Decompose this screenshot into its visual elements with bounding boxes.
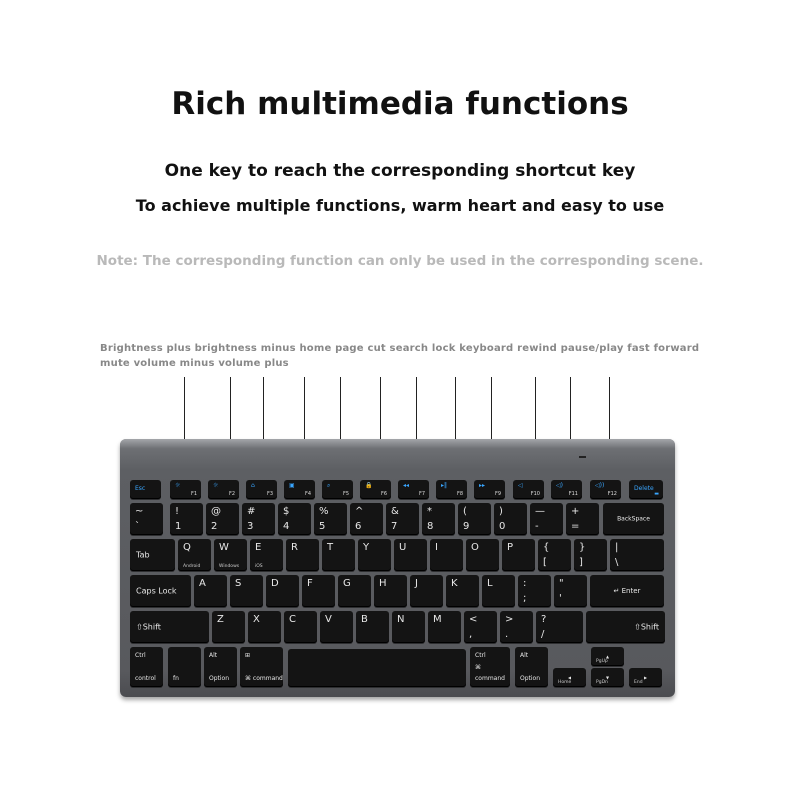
fn-row-key[interactable] — [629, 480, 663, 499]
key-bottom-label: . — [505, 629, 509, 640]
qwerty-row-key[interactable] — [250, 539, 283, 571]
key-top-label: V — [325, 614, 332, 625]
key-top-label: + — [571, 506, 580, 517]
home-row-key[interactable] — [194, 575, 227, 607]
fn-row-key[interactable] — [130, 480, 161, 499]
key-top-label: | — [615, 542, 619, 553]
key-bottom-label: 6 — [355, 521, 362, 532]
key-top-label: T — [327, 542, 334, 553]
qwerty-row-key[interactable] — [130, 539, 175, 571]
key-top-label: G — [343, 578, 351, 589]
fn-row-key[interactable] — [398, 480, 429, 499]
key-top-label: K — [451, 578, 458, 589]
key-label: ⇧Shift — [634, 622, 659, 632]
key-sublabel: F7 — [418, 491, 425, 497]
key-top-label: U — [399, 542, 407, 553]
key-top-label: C — [289, 614, 296, 625]
number-row-key[interactable] — [314, 503, 347, 535]
key-label: Delete — [634, 485, 654, 492]
qwerty-row-key[interactable] — [394, 539, 427, 571]
key-top-label: J — [415, 578, 418, 589]
number-row-key[interactable] — [242, 503, 275, 535]
key-label: ▾ — [605, 674, 609, 681]
bottom-row-key[interactable] — [470, 647, 510, 687]
fn-row-key[interactable] — [436, 480, 467, 499]
key-bottom-label: fn — [173, 675, 179, 682]
key-label: ↵ Enter — [613, 587, 641, 595]
key-sublabel: F9 — [494, 491, 501, 497]
function-key-labels: Brightness plus brightness minus home page cut search lock keyboard rewind pause/play fast forward mute volume minus volume plus — [100, 343, 700, 369]
number-row-key[interactable] — [494, 503, 527, 535]
key-bottom-label: = — [571, 521, 580, 532]
number-row-key[interactable] — [458, 503, 491, 535]
key-top-label: S — [235, 578, 242, 589]
key-bottom-label: 8 — [427, 521, 434, 532]
key-bottom-label: 1 — [175, 521, 182, 532]
key-bottom-label: Option — [520, 675, 541, 682]
key-sublabel: End — [634, 680, 643, 685]
key-top-label: ) — [499, 506, 503, 517]
key-label: Caps Lock — [136, 586, 177, 596]
fn-row-key[interactable] — [170, 480, 201, 499]
qwerty-row-key[interactable] — [466, 539, 499, 571]
key-top-label: ( — [463, 506, 467, 517]
key-top-label: & — [391, 506, 399, 517]
key-top-label: Q — [183, 542, 191, 553]
function-icon: ▣ — [289, 482, 295, 489]
key-top-label: A — [199, 578, 206, 589]
home-row-key[interactable] — [446, 575, 479, 607]
number-row-key[interactable] — [422, 503, 455, 535]
key-top-label: P — [507, 542, 514, 553]
os-label: Windows — [219, 564, 240, 569]
key-top-label: Alt — [520, 652, 529, 659]
os-label: Android — [183, 564, 201, 569]
fn-row-key[interactable] — [322, 480, 353, 499]
keyboard-top-edge — [120, 439, 675, 449]
bottom-row-key[interactable] — [240, 647, 283, 687]
qwerty-row-key[interactable] — [178, 539, 211, 571]
key-top-label: # — [247, 506, 256, 517]
key-top-label: B — [361, 614, 368, 625]
key-top-label: X — [253, 614, 260, 625]
key-label: ▴ — [605, 653, 609, 660]
key-top-label: : — [523, 578, 527, 589]
key-top-label: L — [487, 578, 493, 589]
qwerty-row-key[interactable] — [322, 539, 355, 571]
bottom-row-key[interactable] — [553, 668, 586, 687]
qwerty-row-key[interactable] — [358, 539, 391, 571]
key-label: Esc — [135, 485, 146, 492]
key-top-label: — — [535, 506, 545, 517]
key-top-label: ^ — [355, 506, 364, 517]
fn-row-key[interactable] — [474, 480, 505, 499]
fn-row-key[interactable] — [208, 480, 239, 499]
key-top-label: $ — [283, 506, 290, 517]
function-icon: ▸▸ — [479, 482, 486, 489]
key-sublabel: F1 — [190, 491, 197, 497]
bottom-row-key[interactable] — [515, 647, 548, 687]
key-sublabel: PgDn — [596, 680, 608, 685]
bottom-row-key[interactable] — [591, 668, 624, 687]
os-label: iOS — [255, 564, 263, 569]
key-label: ▸ — [643, 674, 647, 681]
key-top-label: > — [505, 614, 514, 625]
key-bottom-label: Option — [209, 675, 230, 682]
shift-row-key[interactable] — [320, 611, 353, 643]
key-sublabel: F12 — [607, 491, 617, 497]
number-row-key[interactable] — [603, 503, 664, 535]
number-row-key[interactable] — [130, 503, 163, 535]
home-row-key[interactable] — [302, 575, 335, 607]
home-row-key[interactable] — [518, 575, 551, 607]
home-row-key[interactable] — [590, 575, 664, 607]
key-sublabel: Home — [558, 680, 572, 685]
key-sublabel: PgUp — [596, 659, 608, 664]
key-label: Tab — [136, 550, 150, 560]
key-sublabel: F4 — [304, 491, 311, 497]
key-top-label: D — [271, 578, 279, 589]
key-top-label: Ctrl — [135, 652, 146, 659]
number-row-key[interactable] — [170, 503, 203, 535]
fn-row-key[interactable] — [590, 480, 621, 499]
fn-row-key[interactable] — [284, 480, 315, 499]
key-bottom-label: ⌘ command — [475, 664, 505, 682]
function-icon: ▸‖ — [441, 482, 448, 489]
key-bottom-label: , — [469, 629, 473, 640]
qwerty-row-key[interactable] — [214, 539, 247, 571]
key-sublabel: ▬ — [654, 491, 659, 497]
subtitle-line-1: One key to reach the corresponding shortcut key — [164, 161, 636, 181]
key-bottom-label: 2 — [211, 521, 218, 532]
shift-row-key[interactable] — [212, 611, 245, 643]
key-top-label: H — [379, 578, 387, 589]
key-sublabel: F8 — [456, 491, 463, 497]
key-top-label: W — [219, 542, 229, 553]
qwerty-row-key[interactable] — [610, 539, 664, 571]
key-bottom-label: ⌘ command — [245, 675, 283, 682]
key-bottom-label: \ — [615, 557, 619, 568]
key-bottom-label: ' — [559, 593, 562, 604]
shift-row-key[interactable] — [248, 611, 281, 643]
function-icon: 🔒 — [365, 482, 373, 489]
key-top-label: F — [307, 578, 313, 589]
key-top-label: Ctrl — [475, 652, 486, 659]
key-top-label: ! — [175, 506, 180, 517]
key-sublabel: F6 — [380, 491, 387, 497]
number-row-key[interactable] — [566, 503, 599, 535]
home-row-key[interactable] — [266, 575, 299, 607]
subtitle-line-2: To achieve multiple functions, warm heart and easy to use — [135, 196, 665, 215]
shift-row-key[interactable] — [500, 611, 533, 643]
key-bottom-label: ] — [579, 557, 583, 568]
bottom-row-key[interactable] — [168, 647, 201, 687]
shift-row-key[interactable] — [536, 611, 583, 643]
number-row-key[interactable] — [530, 503, 563, 535]
key-label: ◂ — [567, 674, 571, 681]
key-sublabel: F11 — [568, 491, 578, 497]
shift-row-key[interactable] — [392, 611, 425, 643]
key-top-label: % — [319, 506, 329, 517]
function-icon: ⌂ — [251, 482, 255, 489]
home-row-key[interactable] — [410, 575, 443, 607]
shift-row-key[interactable] — [130, 611, 209, 643]
qwerty-row-key[interactable] — [286, 539, 319, 571]
fn-row-key[interactable] — [360, 480, 391, 499]
function-icon: ◁) — [556, 482, 563, 489]
key-bottom-label: / — [541, 629, 545, 640]
key-top-label: E — [255, 542, 262, 553]
key-bottom-label: ` — [135, 521, 140, 532]
shift-row-key[interactable] — [586, 611, 665, 643]
key-top-label: ? — [541, 614, 547, 625]
number-row-key[interactable] — [206, 503, 239, 535]
key-top-label: ~ — [135, 506, 144, 517]
key-sublabel: F10 — [530, 491, 540, 497]
key-top-label: * — [427, 506, 432, 517]
function-icon: ☼ — [213, 482, 219, 489]
key-top-label: I — [435, 542, 438, 553]
key-top-label: M — [433, 614, 442, 625]
home-row-key[interactable] — [482, 575, 515, 607]
shift-row-key[interactable] — [428, 611, 461, 643]
key-top-label: Y — [363, 542, 370, 553]
key-label: BackSpace — [617, 515, 650, 523]
qwerty-row-key[interactable] — [502, 539, 535, 571]
function-icon: ⌕ — [327, 482, 331, 489]
key-top-label: { — [543, 542, 550, 553]
page-title: Rich multimedia functions — [171, 86, 629, 122]
shift-row-key[interactable] — [464, 611, 497, 643]
fn-row-key[interactable] — [551, 480, 582, 499]
usage-note: Note: The corresponding function can only be used in the corresponding scene. — [96, 253, 704, 269]
number-row-key[interactable] — [386, 503, 419, 535]
key-top-label: } — [579, 542, 586, 553]
key-bottom-label: - — [535, 521, 539, 532]
key-top-label: O — [471, 542, 479, 553]
key-bottom-label: control — [135, 675, 156, 682]
shift-row-key[interactable] — [284, 611, 317, 643]
key-top-label: N — [397, 614, 405, 625]
bottom-row-key[interactable] — [130, 647, 163, 687]
home-row-key[interactable] — [230, 575, 263, 607]
key-bottom-label: 3 — [247, 521, 254, 532]
keyboard — [120, 439, 675, 697]
key-bottom-label: 5 — [319, 521, 326, 532]
key-top-label: < — [469, 614, 478, 625]
indicator-light — [579, 456, 586, 458]
shift-row-key[interactable] — [356, 611, 389, 643]
function-icon: ◁)) — [595, 482, 605, 489]
key-top-label: Z — [217, 614, 224, 625]
key-bottom-label: 0 — [499, 521, 506, 532]
key-top-label: R — [291, 542, 298, 553]
key-sublabel: F5 — [342, 491, 349, 497]
number-row-key[interactable] — [278, 503, 311, 535]
key-top-label: " — [559, 578, 564, 589]
qwerty-row-key[interactable] — [430, 539, 463, 571]
key-bottom-label: 9 — [463, 521, 470, 532]
key-top-label: Alt — [209, 652, 218, 659]
key-bottom-label: [ — [543, 557, 547, 568]
qwerty-row-key[interactable] — [574, 539, 607, 571]
bottom-row-key[interactable] — [629, 668, 662, 687]
home-row-key[interactable] — [554, 575, 587, 607]
key-top-label: ⊞ — [245, 652, 251, 659]
function-icon: ☼ — [175, 482, 181, 489]
number-row-key[interactable] — [350, 503, 383, 535]
function-icon: ◂◂ — [403, 482, 410, 489]
function-icon: ◁ — [518, 482, 523, 489]
spacebar[interactable] — [288, 649, 466, 687]
key-sublabel: F2 — [228, 491, 235, 497]
key-bottom-label: ; — [523, 593, 527, 604]
home-row-key[interactable] — [130, 575, 191, 607]
key-bottom-label: 4 — [283, 521, 290, 532]
fn-row-key[interactable] — [246, 480, 277, 499]
bottom-row-key[interactable] — [204, 647, 237, 687]
key-sublabel: F3 — [266, 491, 273, 497]
home-row-key[interactable] — [374, 575, 407, 607]
key-bottom-label: 7 — [391, 521, 398, 532]
fn-row-key[interactable] — [513, 480, 544, 499]
qwerty-row-key[interactable] — [538, 539, 571, 571]
bottom-row-key[interactable] — [591, 647, 624, 666]
key-label: ⇧Shift — [136, 622, 161, 632]
home-row-key[interactable] — [338, 575, 371, 607]
key-top-label: @ — [211, 506, 221, 517]
